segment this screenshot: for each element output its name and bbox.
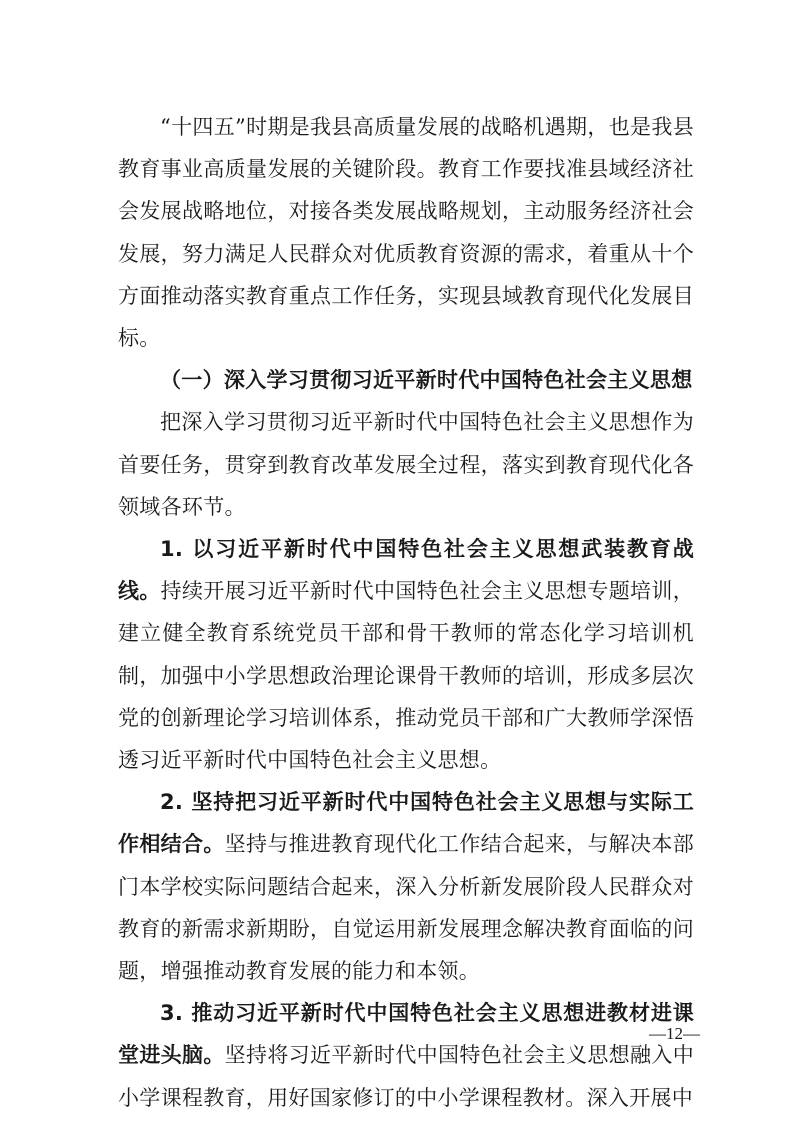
item-3-body: 坚持将习近平新时代中国特色社会主义思想融入中小学课程教育，用好国家修订的中小学课程教材。深入开展中: [118, 1043, 694, 1110]
document-body: [118, 106, 694, 1119]
item-3-lead: 3. 推动习近平新时代中国特色社会主义思想进教材进课堂进头脑。: [118, 1001, 694, 1068]
item-1-body: 持续开展习近平新时代中国特色社会主义思想专题培训，建立健全教育系统党员干部和骨干教师的常态化学习培训机制，加强中小学思想政治理论课骨干教师的培训，形成多层次党的创新理论学习培训体系，推动党员干部和广大教师学深悟透习近平新时代中国特色社会主义思想。: [118, 579, 694, 773]
intro-paragraph: “十四五”时期是我县高质量发展的战略机遇期，也是我县教育事业高质量发展的关键阶段。教育工作要找准县域经济社会发展战略地位，对接各类发展战略规划，主动服务经济社会发展，努力满足人民群众对优质教育资源的需求，着重从十个方面推动落实教育重点工作任务，实现县域教育现代化发展目标。: [118, 115, 694, 351]
item-2-body: 坚持与推进教育现代化工作结合起来，与解决本部门本学校实际问题结合起来，深入分析新发展阶段人民群众对教育的新需求新期盼，自觉运用新发展理念解决教育面临的问题，增强推动教育发展的能力和本领。: [118, 832, 694, 984]
item-2-lead: 2. 坚持把习近平新时代中国特色社会主义思想与实际工作相结合。: [118, 790, 694, 857]
item-1-paragraph: [118, 528, 694, 781]
section-heading: （一）深入学习贯彻习近平新时代中国特色社会主义思想: [160, 368, 693, 393]
section-intro-paragraph: 把深入学习贯彻习近平新时代中国特色社会主义思想作为首要任务，贯穿到教育改革发展全过程，落实到教育现代化各领域各环节。: [118, 410, 694, 519]
item-1-lead: 1. 以习近平新时代中国特色社会主义思想武装教育战线。: [118, 537, 694, 604]
item-2-paragraph: [118, 781, 694, 992]
item-3-paragraph: [118, 992, 694, 1119]
page-number: —12—: [649, 1024, 700, 1043]
